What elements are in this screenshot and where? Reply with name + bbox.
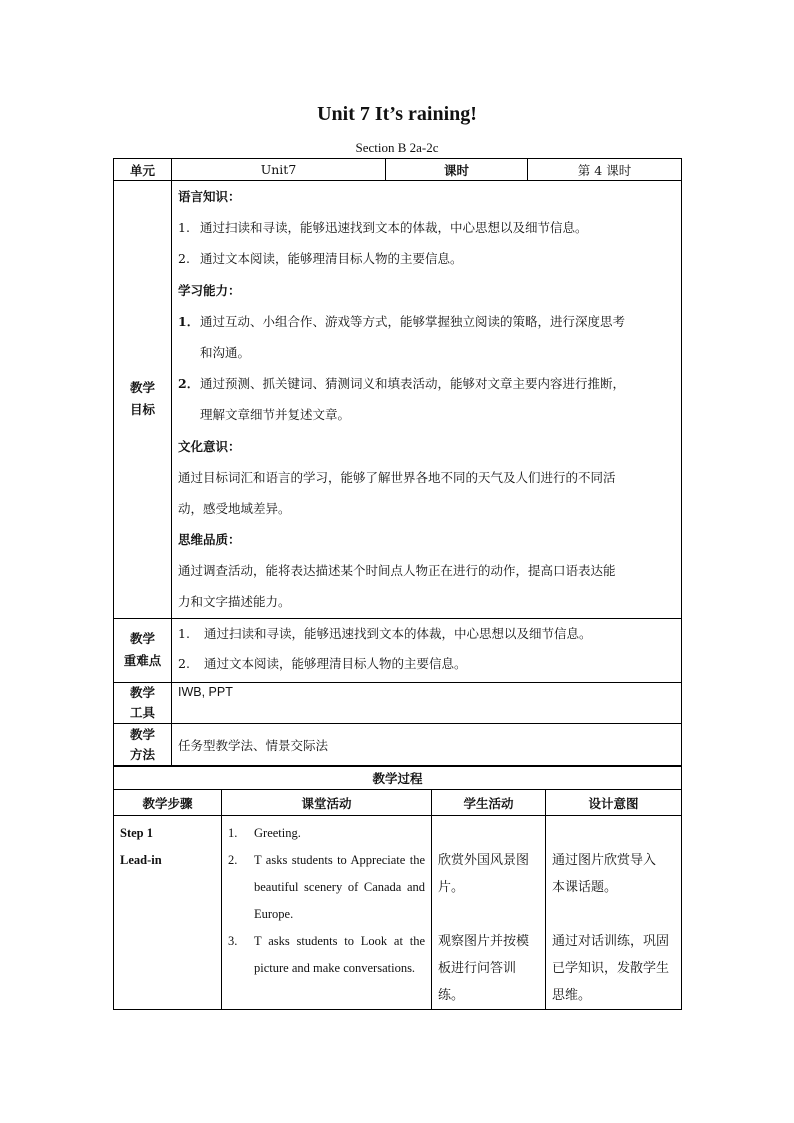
process-step-row bbox=[114, 816, 682, 1010]
process-heading: 教学过程 bbox=[114, 766, 682, 790]
tools-row bbox=[114, 682, 682, 723]
ability-item-cont: 和沟通。 bbox=[200, 344, 251, 360]
thinking-heading: 思维品质： bbox=[178, 532, 241, 548]
ability-item bbox=[178, 306, 675, 337]
activity-item bbox=[228, 820, 425, 847]
column-header: 课堂活动 bbox=[222, 790, 432, 816]
period-value: 第 4 课时 bbox=[528, 159, 682, 181]
step-cell bbox=[114, 816, 222, 1010]
thinking-line: 力和文字描述能力。 bbox=[178, 594, 291, 610]
purpose-line: 已学知识，发散学生 bbox=[552, 961, 670, 976]
objectives-label bbox=[114, 181, 172, 619]
purpose-line: 思维。 bbox=[552, 988, 592, 1003]
item-number: 1． bbox=[178, 313, 200, 329]
item-text: 通过互动、小组合作、游戏等方式，能够掌握独立阅读的策略，进行深度思考 bbox=[200, 313, 626, 329]
methods-value: 任务型教学法、情景交际法 bbox=[172, 723, 682, 766]
student-activity-line: 片。 bbox=[438, 880, 465, 895]
step-number: Step 1 bbox=[120, 826, 153, 840]
item-number: 2. bbox=[178, 251, 190, 267]
tools-value: IWB, PPT bbox=[172, 682, 682, 723]
culture-line: 通过目标词汇和语言的学习，能够了解世界各地不同的天气及人们进行的不同活 bbox=[178, 469, 616, 485]
item-text: 通过预测、抓关键词、猜测词义和填表活动，能够对文章主要内容进行推断， bbox=[200, 376, 626, 392]
methods-label bbox=[114, 723, 172, 766]
tools-label bbox=[114, 682, 172, 723]
thinking-line: 通过调查活动，能将表达描述某个时间点人物正在进行的动作，提高口语表达能 bbox=[178, 563, 616, 579]
activity-item bbox=[228, 928, 425, 982]
item-text: T asks students to Appreciate the beautiful scenery of Canada and Europe. bbox=[254, 853, 425, 921]
language-item bbox=[178, 212, 675, 243]
student-activity-cell bbox=[432, 816, 546, 1010]
purpose-cell bbox=[546, 816, 682, 1010]
item-number: 2． bbox=[178, 376, 200, 392]
item-number: 2. bbox=[178, 655, 190, 671]
item-number: 2. bbox=[228, 853, 238, 867]
process-column-headers bbox=[114, 790, 682, 816]
purpose-line: 通过图片欣赏导入 bbox=[552, 853, 657, 868]
item-number: 1. bbox=[228, 826, 238, 840]
key-point-item bbox=[178, 619, 675, 649]
tools-label-line2: 工具 bbox=[129, 704, 155, 720]
ability-item bbox=[178, 368, 675, 399]
methods-row bbox=[114, 723, 682, 766]
item-number: 1. bbox=[178, 625, 190, 641]
objectives-content bbox=[172, 181, 682, 619]
page-title: Unit 7 It’s raining! bbox=[317, 103, 477, 125]
activity-item bbox=[228, 847, 425, 928]
process-heading-row bbox=[114, 766, 682, 790]
culture-heading: 文化意识： bbox=[178, 438, 241, 454]
student-activity-line: 观察图片并按模 bbox=[438, 934, 530, 949]
item-text: 通过文本阅读，能够理清目标人物的主要信息。 bbox=[204, 655, 467, 671]
item-text: 通过扫读和寻读，能够迅速找到文本的体裁，中心思想以及细节信息。 bbox=[204, 625, 592, 641]
key-points-row bbox=[114, 618, 682, 682]
objectives-label-line2: 目标 bbox=[129, 402, 155, 418]
purpose-line: 通过对话训练，巩固 bbox=[552, 934, 670, 949]
column-header: 学生活动 bbox=[432, 790, 546, 816]
activities-cell bbox=[222, 816, 432, 1010]
item-text: 通过扫读和寻读，能够迅速找到文本的体裁，中心思想以及细节信息。 bbox=[200, 220, 588, 236]
item-number: 3. bbox=[228, 934, 238, 948]
process-table bbox=[113, 765, 682, 1010]
unit-value: Unit7 bbox=[172, 159, 386, 181]
student-activity-line: 欣赏外国风景图 bbox=[438, 853, 530, 868]
objectives-row bbox=[114, 181, 682, 619]
column-header: 设计意图 bbox=[546, 790, 682, 816]
key-points-label bbox=[114, 618, 172, 682]
student-activity-line: 板进行问答训练。 bbox=[438, 961, 517, 1003]
unit-label: 单元 bbox=[114, 159, 172, 181]
language-item bbox=[178, 243, 675, 274]
page-subtitle: Section B 2a-2c bbox=[355, 140, 439, 155]
item-text: T asks students to Look at the picture and make conversations. bbox=[254, 934, 425, 975]
key-point-item bbox=[178, 649, 675, 679]
objectives-label-line1: 教学 bbox=[129, 380, 155, 396]
step-title: Lead-in bbox=[120, 853, 162, 867]
methods-label-line1: 教学 bbox=[129, 726, 155, 742]
language-heading: 语言知识： bbox=[178, 189, 241, 204]
culture-line: 动，感受地域差异。 bbox=[178, 500, 291, 516]
key-points-content bbox=[172, 618, 682, 682]
ability-heading: 学习能力： bbox=[178, 282, 241, 298]
key-points-label-line2: 重难点 bbox=[123, 653, 162, 669]
header-row bbox=[114, 159, 682, 181]
purpose-line: 本课话题。 bbox=[552, 880, 618, 895]
period-label: 课时 bbox=[386, 159, 528, 181]
item-number: 1. bbox=[178, 220, 190, 236]
item-text: 通过文本阅读，能够理清目标人物的主要信息。 bbox=[200, 251, 463, 267]
ability-item-cont: 理解文章细节并复述文章。 bbox=[200, 407, 351, 423]
column-header: 教学步骤 bbox=[114, 790, 222, 816]
key-points-label-line1: 教学 bbox=[129, 631, 155, 647]
lesson-plan-table bbox=[113, 158, 682, 767]
tools-label-line1: 教学 bbox=[129, 684, 155, 700]
methods-label-line2: 方法 bbox=[129, 746, 155, 762]
item-text: Greeting. bbox=[254, 826, 301, 840]
